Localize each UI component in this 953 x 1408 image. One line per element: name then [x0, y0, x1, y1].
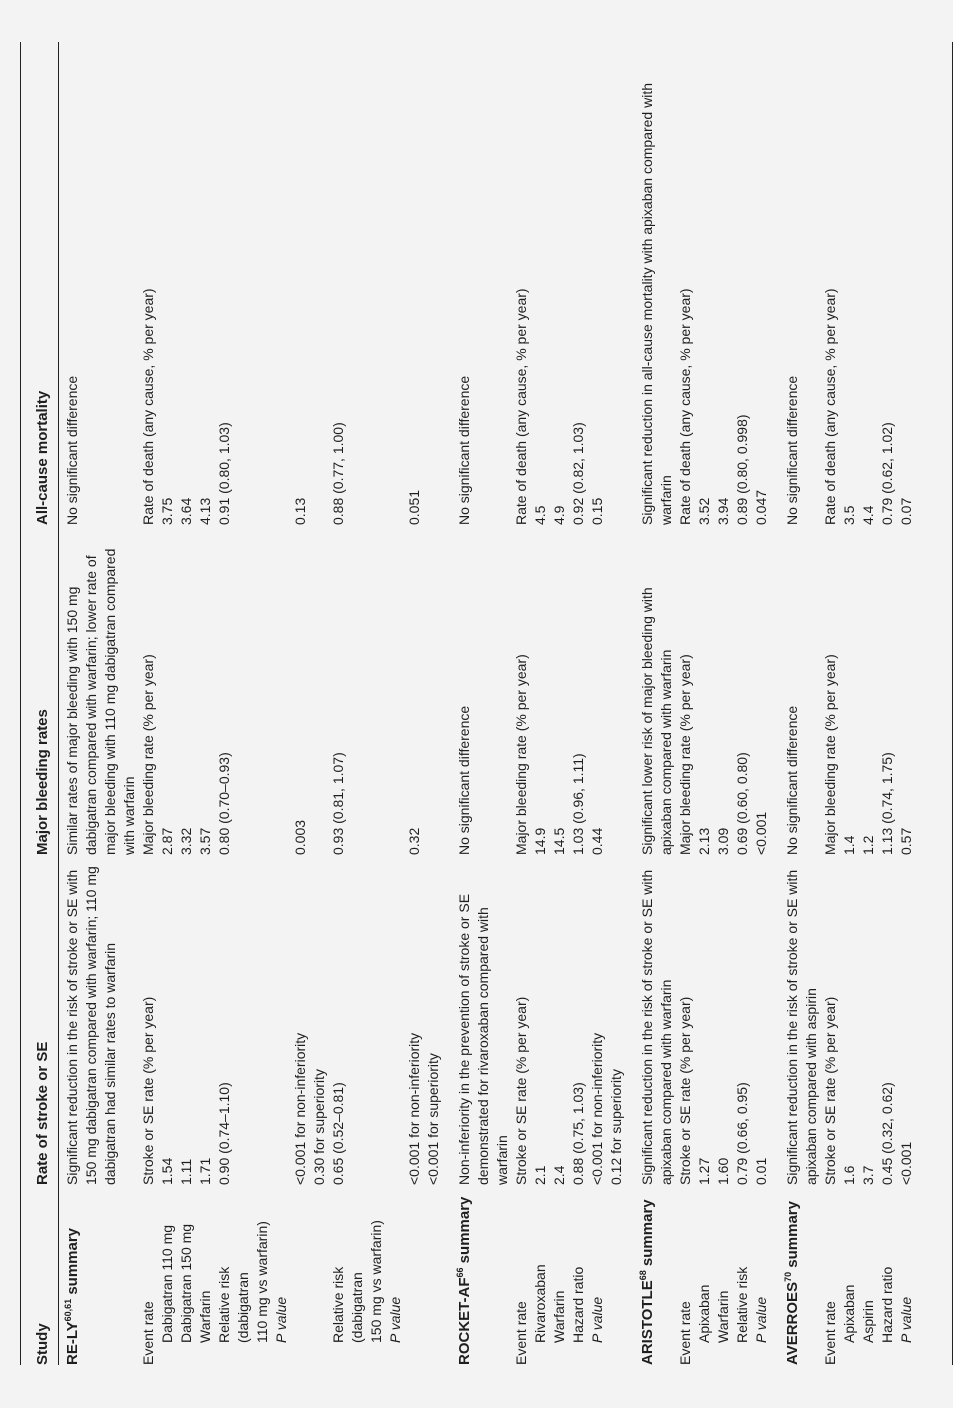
cell-mortality: Rate of death (any cause, % per year) — [677, 288, 693, 525]
table-row — [550, 42, 569, 1365]
study-title-suffix: summary — [456, 1196, 473, 1268]
table-row — [215, 42, 272, 1365]
study-group — [779, 42, 924, 1365]
cell-bleeding: 14.5 — [551, 827, 567, 855]
header-study: Study — [21, 1185, 59, 1365]
cell-bleeding: Major bleeding rate (% per year) — [822, 654, 838, 855]
table-row — [897, 42, 916, 1365]
cell-mortality: 4.4 — [860, 505, 876, 525]
cell-mortality: 0.92 (0.82, 1.03) — [570, 422, 586, 525]
cell-bleeding: 2.13 — [696, 827, 712, 855]
cell-stroke: 0.90 (0.74–1.10) — [216, 1082, 232, 1185]
cell-bleeding: 1.2 — [860, 835, 876, 855]
study-summary-row — [451, 42, 512, 1365]
study-name — [779, 1185, 821, 1365]
table-row — [512, 42, 531, 1365]
cell-stroke: Stroke or SE rate (% per year) — [822, 996, 838, 1185]
table-row — [196, 42, 215, 1365]
table-row — [821, 42, 840, 1365]
row-label: Event rate — [140, 1301, 156, 1365]
cell-stroke: 1.54 — [159, 1157, 175, 1185]
cell-stroke: Stroke or SE rate (% per year) — [140, 996, 156, 1185]
cell-mortality: 4.13 — [197, 497, 213, 525]
row-label: Event rate — [677, 1301, 693, 1365]
table-row — [676, 42, 695, 1365]
summary-stroke: Significant reduction in the risk of stroke or SE with 150 mg dabigatran compared with warfarin; 110 mg dabigatran had similar rates to warfarin — [64, 866, 118, 1185]
row-label: P value — [753, 1296, 769, 1343]
study-reference: 60,61 — [63, 1298, 73, 1322]
cell-bleeding: 3.09 — [715, 827, 731, 855]
row-label: Warfarin — [715, 1290, 731, 1343]
row-label: Event rate — [513, 1301, 529, 1365]
row-label: Relative risk — [734, 1266, 750, 1343]
study-summary-row — [634, 42, 676, 1365]
cell-stroke: 0.45 (0.32, 0.62) — [879, 1082, 895, 1185]
summary-bleeding: No significant difference — [784, 705, 800, 855]
row-label: Warfarin — [197, 1290, 213, 1343]
row-label: Rivaroxaban — [532, 1264, 548, 1343]
table-row — [733, 42, 752, 1365]
table-row — [714, 42, 733, 1365]
cell-mortality: 0.89 (0.80, 0.998) — [734, 414, 750, 525]
row-label: Apixaban — [696, 1284, 712, 1343]
table-row — [695, 42, 714, 1365]
cell-stroke: 0.65 (0.52–0.81) — [330, 1082, 346, 1185]
cell-bleeding: 1.4 — [841, 835, 857, 855]
cell-bleeding: 0.69 (0.60, 0.80) — [734, 752, 750, 855]
table-end-rule — [924, 42, 953, 1365]
table-row — [139, 42, 158, 1365]
summary-stroke: Significant reduction in the risk of stroke or SE with apixaban compared with warfarin — [639, 869, 674, 1185]
cell-mortality: 3.52 — [696, 497, 712, 525]
row-label: P value — [589, 1296, 605, 1343]
cell-bleeding: 0.57 — [898, 827, 914, 855]
cell-bleeding: 0.44 — [589, 827, 605, 855]
cell-mortality: 4.9 — [551, 505, 567, 525]
summary-mortality: No significant difference — [456, 375, 472, 525]
table-row — [158, 42, 177, 1365]
row-label: Relative risk (dabigatran 150 mg vs warfarin) — [330, 1220, 384, 1343]
header-mortality: All-cause mortality — [21, 42, 59, 525]
cell-stroke: 0.79 (0.66, 0.95) — [734, 1082, 750, 1185]
row-label: Dabigatran 110 mg — [159, 1224, 175, 1343]
summary-stroke: Significant reduction in the risk of stroke or SE with apixaban compared with aspirin — [784, 869, 819, 1185]
cell-mortality: Rate of death (any cause, % per year) — [822, 288, 838, 525]
cell-mortality: 0.79 (0.62, 1.02) — [879, 422, 895, 525]
cell-stroke: <0.001 for non-inferiority 0.30 for superiority — [292, 1032, 327, 1185]
cell-stroke: 1.60 — [715, 1157, 731, 1185]
summary-mortality: Significant reduction in all-cause mortality with apixaban compared with warfarin — [639, 83, 674, 525]
summary-mortality: No significant difference — [64, 375, 80, 525]
table-row — [840, 42, 859, 1365]
study-name — [451, 1185, 512, 1365]
table-row — [177, 42, 196, 1365]
table-row — [752, 42, 771, 1365]
cell-stroke: <0.001 for non-inferiority <0.001 for superiority — [406, 1032, 441, 1185]
study-title: ROCKET-AF — [456, 1277, 473, 1365]
group-gap — [771, 42, 779, 1365]
cell-bleeding: 1.13 (0.74, 1.75) — [879, 752, 895, 855]
cell-stroke: <0.001 — [898, 1141, 914, 1185]
cell-mortality: 0.13 — [292, 497, 308, 525]
study-reference: 68 — [638, 1270, 648, 1281]
cell-bleeding: 1.03 (0.96, 1.11) — [570, 753, 586, 855]
study-group — [59, 42, 452, 1365]
cell-stroke: 1.11 — [178, 1158, 194, 1185]
summary-bleeding: No significant difference — [456, 705, 472, 855]
group-gap — [626, 42, 634, 1365]
group-gap — [443, 42, 451, 1365]
table-row — [569, 42, 588, 1365]
table-row — [878, 42, 897, 1365]
cell-stroke: 2.4 — [551, 1165, 567, 1185]
study-title-suffix: summary — [784, 1201, 801, 1272]
table-row — [859, 42, 878, 1365]
header-row — [21, 42, 59, 1365]
cell-bleeding: Major bleeding rate (% per year) — [513, 654, 529, 855]
cell-bleeding: 0.93 (0.81, 1.07) — [330, 752, 346, 855]
cell-bleeding: Major bleeding rate (% per year) — [140, 654, 156, 855]
study-title-suffix: summary — [64, 1227, 81, 1299]
row-label: Warfarin — [551, 1290, 567, 1343]
summary-bleeding: Significant lower risk of major bleeding with apixaban compared with warfarin — [639, 587, 674, 855]
cell-stroke: Stroke or SE rate (% per year) — [677, 996, 693, 1185]
summary-stroke: Non-inferiority in the prevention of stroke or SE demonstrated for rivaroxaban compared with warfarin — [456, 893, 510, 1185]
cell-mortality: 0.88 (0.77, 1.00) — [330, 422, 346, 525]
row-label: Event rate — [822, 1301, 838, 1365]
cell-mortality: 3.5 — [841, 505, 857, 525]
cell-bleeding: 0.32 — [406, 827, 422, 855]
cell-stroke: 3.7 — [860, 1165, 876, 1185]
cell-stroke: Stroke or SE rate (% per year) — [513, 996, 529, 1185]
cell-mortality: 3.75 — [159, 497, 175, 525]
group-gap — [916, 42, 924, 1365]
study-name — [59, 1185, 140, 1365]
row-label: Aspirin — [860, 1300, 876, 1343]
table-row — [272, 42, 329, 1365]
study-title-suffix: summary — [639, 1199, 656, 1271]
table-row — [329, 42, 386, 1365]
table-row — [531, 42, 550, 1365]
cell-bleeding: 3.57 — [197, 827, 213, 855]
cell-bleeding: 0.003 — [292, 819, 308, 855]
cell-mortality: 0.051 — [406, 489, 422, 525]
study-title: ARISTOTLE — [639, 1280, 656, 1365]
row-label: Hazard ratio — [879, 1266, 895, 1343]
table-row — [386, 42, 443, 1365]
cell-stroke: 1.6 — [841, 1165, 857, 1185]
row-label: Apixaban — [841, 1284, 857, 1343]
study-reference: 70 — [783, 1271, 793, 1282]
cell-bleeding: 14.9 — [532, 827, 548, 855]
row-label: P value — [273, 1296, 289, 1343]
study-reference: 66 — [455, 1267, 465, 1278]
cell-mortality: Rate of death (any cause, % per year) — [140, 288, 156, 525]
cell-mortality: Rate of death (any cause, % per year) — [513, 288, 529, 525]
cell-stroke: 1.71 — [197, 1157, 213, 1185]
cell-stroke: 0.01 — [753, 1157, 769, 1185]
trial-comparison-table — [20, 42, 953, 1365]
cell-stroke: <0.001 for non-inferiority 0.12 for superiority — [589, 1032, 624, 1185]
table-row — [588, 42, 626, 1365]
study-name — [634, 1185, 676, 1365]
row-label: P value — [387, 1296, 403, 1343]
cell-mortality: 4.5 — [532, 505, 548, 525]
row-label: P value — [898, 1296, 914, 1343]
study-summary-row — [779, 42, 821, 1365]
summary-mortality: No significant difference — [784, 375, 800, 525]
cell-mortality: 0.91 (0.80, 1.03) — [216, 422, 232, 525]
header-bleeding: Major bleeding rates — [21, 525, 59, 855]
cell-stroke: 2.1 — [532, 1165, 548, 1185]
cell-bleeding: <0.001 — [753, 811, 769, 855]
row-label: Dabigatran 150 mg — [178, 1223, 194, 1343]
cell-bleeding: Major bleeding rate (% per year) — [677, 654, 693, 855]
study-group — [634, 42, 779, 1365]
cell-mortality: 3.64 — [178, 497, 194, 525]
study-title: AVERROES — [784, 1281, 801, 1365]
header-stroke: Rate of stroke or SE — [21, 855, 59, 1185]
cell-stroke: 0.88 (0.75, 1.03) — [570, 1082, 586, 1185]
study-title: RE-LY — [64, 1321, 81, 1365]
cell-bleeding: 0.80 (0.70–0.93) — [216, 752, 232, 855]
cell-mortality: 0.047 — [753, 489, 769, 525]
cell-mortality: 0.07 — [898, 497, 914, 525]
study-summary-row — [59, 42, 140, 1365]
cell-mortality: 3.94 — [715, 497, 731, 525]
cell-bleeding: 2.87 — [159, 827, 175, 855]
cell-mortality: 0.15 — [589, 497, 605, 525]
cell-stroke: 1.27 — [696, 1157, 712, 1185]
study-group — [451, 42, 634, 1365]
summary-bleeding: Similar rates of major bleeding with 150 mg dabigatran compared with warfarin; lower rate of major bleeding with 110 mg dabigatran compared with warfarin — [64, 548, 137, 855]
cell-bleeding: 3.32 — [178, 827, 194, 855]
row-label: Hazard ratio — [570, 1266, 586, 1343]
row-label: Relative risk (dabigatran 110 mg vs warfarin) — [216, 1221, 270, 1343]
